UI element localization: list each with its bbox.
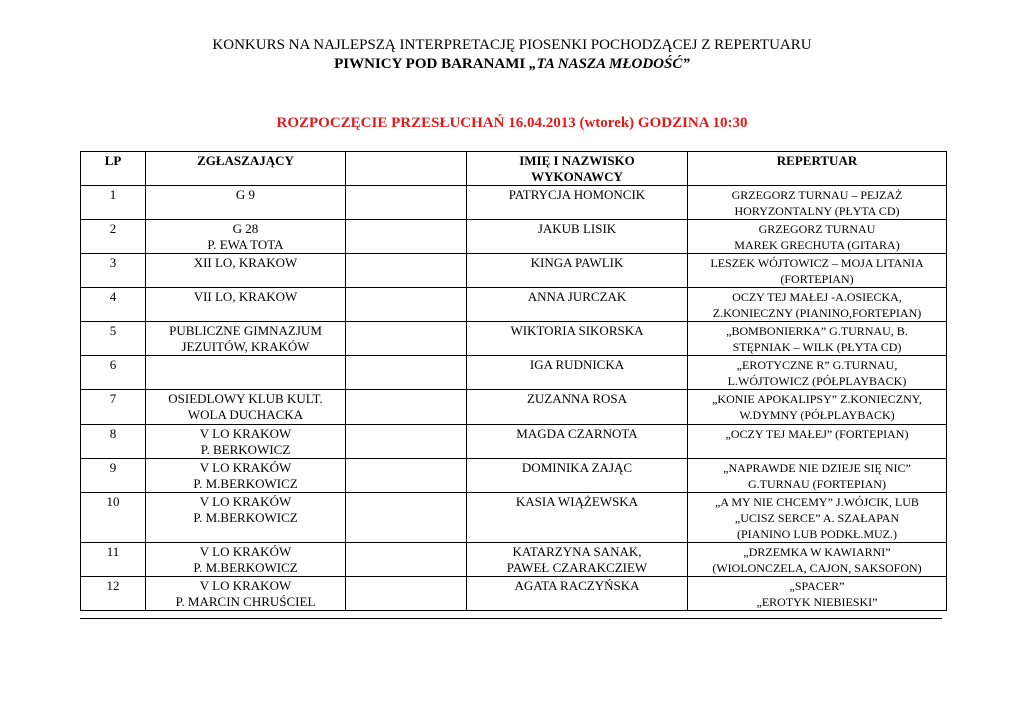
cell-zglaszajacy-line1: V LO KRAKÓW bbox=[199, 494, 292, 509]
cell-zglaszajacy bbox=[146, 254, 346, 288]
cell-zglaszajacy-line1: VII LO, KRAKOW bbox=[193, 289, 298, 304]
cell-empty bbox=[346, 322, 467, 356]
cell-zglaszajacy-line1: G 28 bbox=[232, 221, 259, 236]
cell-empty bbox=[346, 254, 467, 288]
cell-wykonawca bbox=[467, 254, 688, 288]
cell-repertuar-line2: STĘPNIAK – WILK (PŁYTA CD) bbox=[732, 340, 902, 354]
cell-lp-line1: 12 bbox=[106, 578, 120, 593]
cell-wykonawca-line1: DOMINIKA ZAJĄC bbox=[521, 460, 633, 475]
cell-repertuar bbox=[688, 356, 947, 390]
cell-zglaszajacy bbox=[146, 493, 346, 543]
col-header-repertuar: REPERTUAR bbox=[688, 152, 947, 186]
col-header-zglaszajacy: ZGŁASZAJĄCY bbox=[146, 152, 346, 186]
table-row bbox=[81, 493, 947, 543]
table-row bbox=[81, 543, 947, 577]
cell-zglaszajacy bbox=[146, 577, 346, 611]
cell-zglaszajacy-line2: WOLA DUCHACKA bbox=[187, 407, 304, 422]
cell-zglaszajacy-line1: V LO KRAKÓW bbox=[199, 460, 292, 475]
cell-repertuar-line2: W.DYMNY (PÓŁPLAYBACK) bbox=[739, 408, 895, 422]
cell-lp bbox=[81, 543, 146, 577]
cell-repertuar bbox=[688, 254, 947, 288]
cell-zglaszajacy-line2: P. M.BERKOWICZ bbox=[193, 510, 298, 525]
cell-zglaszajacy-line1: OSIEDLOWY KLUB KULT. bbox=[168, 391, 323, 406]
cell-zglaszajacy-line1: V LO KRAKÓW bbox=[199, 544, 292, 559]
cell-zglaszajacy bbox=[146, 322, 346, 356]
contest-title: KONKURS NA NAJLEPSZĄ INTERPRETACJĘ PIOSENKI POCHODZĄCEJ Z REPERTUARU bbox=[212, 37, 812, 53]
cell-repertuar bbox=[688, 425, 947, 459]
cell-zglaszajacy-line2: P. MARCIN CHRUŚCIEL bbox=[175, 594, 316, 609]
table-row bbox=[81, 577, 947, 611]
cell-wykonawca bbox=[467, 220, 688, 254]
col-header-empty bbox=[346, 152, 467, 186]
cell-repertuar bbox=[688, 186, 947, 220]
cell-wykonawca bbox=[467, 493, 688, 543]
cell-lp bbox=[81, 288, 146, 322]
cell-lp-line1: 3 bbox=[109, 255, 117, 270]
table-header-row bbox=[81, 152, 947, 186]
cell-zglaszajacy-line1: G 9 bbox=[235, 187, 256, 202]
cell-wykonawca-line1: MAGDA CZARNOTA bbox=[516, 426, 638, 441]
table-row bbox=[81, 220, 947, 254]
cell-wykonawca-line1: ANNA JURCZAK bbox=[527, 289, 627, 304]
cell-repertuar-line1: „SPACER” bbox=[789, 579, 845, 593]
cell-lp bbox=[81, 577, 146, 611]
cell-zglaszajacy-line2: JEZUITÓW, KRAKÓW bbox=[181, 339, 310, 354]
cell-lp-line1: 10 bbox=[106, 494, 120, 509]
cell-zglaszajacy-line1: V LO KRAKOW bbox=[199, 578, 292, 593]
cell-zglaszajacy-line2: P. M.BERKOWICZ bbox=[193, 560, 298, 575]
col-header-wykonawca-line1: IMIĘ I NAZWISKO bbox=[519, 153, 635, 168]
subtitle-italic: „TA NASZA MŁODOŚĆ” bbox=[528, 56, 690, 72]
cell-zglaszajacy bbox=[146, 186, 346, 220]
cell-repertuar-line1: „OCZY TEJ MAŁEJ” (FORTEPIAN) bbox=[725, 427, 909, 441]
cell-zglaszajacy bbox=[146, 356, 346, 390]
cell-wykonawca-line1: KATARZYNA SANAK, bbox=[512, 544, 642, 559]
cell-zglaszajacy bbox=[146, 390, 346, 425]
table-row bbox=[81, 459, 947, 493]
cell-empty bbox=[346, 288, 467, 322]
participants-table bbox=[80, 151, 947, 611]
cell-zglaszajacy-line2: P. BERKOWICZ bbox=[200, 442, 291, 457]
cell-lp-line1: 6 bbox=[109, 357, 117, 372]
cell-empty bbox=[346, 186, 467, 220]
cell-wykonawca bbox=[467, 356, 688, 390]
subtitle-plain: PIWNICY POD BARANAMI bbox=[334, 56, 529, 72]
cell-wykonawca bbox=[467, 459, 688, 493]
cell-lp-line1: 9 bbox=[109, 460, 117, 475]
cell-lp-line1: 1 bbox=[109, 187, 117, 202]
cell-zglaszajacy bbox=[146, 288, 346, 322]
cell-lp bbox=[81, 186, 146, 220]
cell-repertuar-line2: „EROTYK NIEBIESKI” bbox=[756, 595, 878, 609]
cell-wykonawca-line2: PAWEŁ CZARAKCZIEW bbox=[506, 560, 648, 575]
cell-repertuar-line2: HORYZONTALNY (PŁYTA CD) bbox=[734, 204, 900, 218]
cell-repertuar-line1: GRZEGORZ TURNAU bbox=[758, 222, 876, 236]
cell-repertuar-line1: GRZEGORZ TURNAU – PEJZAŻ bbox=[731, 188, 903, 202]
cell-wykonawca-line1: WIKTORIA SIKORSKA bbox=[510, 323, 644, 338]
cell-zglaszajacy bbox=[146, 220, 346, 254]
cell-repertuar-line3: (PIANINO LUB PODKŁ.MUZ.) bbox=[737, 527, 897, 541]
cell-empty bbox=[346, 543, 467, 577]
cell-repertuar-line1: „KONIE APOKALIPSY” Z.KONIECZNY, bbox=[712, 392, 922, 406]
cell-repertuar-line1: „BOMBONIERKA” G.TURNAU, B. bbox=[726, 324, 908, 338]
audition-announcement: ROZPOCZĘCIE PRZESŁUCHAŃ 16.04.2013 (wtorek) GODZINA 10:30 bbox=[276, 115, 748, 131]
table-row bbox=[81, 288, 947, 322]
cell-zglaszajacy bbox=[146, 425, 346, 459]
table-row bbox=[81, 186, 947, 220]
cell-wykonawca bbox=[467, 543, 688, 577]
cell-lp bbox=[81, 220, 146, 254]
cell-zglaszajacy-line1: PUBLICZNE GIMNAZJUM bbox=[169, 323, 322, 338]
cell-wykonawca-line1: KINGA PAWLIK bbox=[530, 255, 624, 270]
cell-empty bbox=[346, 390, 467, 425]
cell-repertuar-line1: „DRZEMKA W KAWIARNI” bbox=[743, 545, 891, 559]
cell-wykonawca bbox=[467, 186, 688, 220]
cell-lp bbox=[81, 459, 146, 493]
cell-wykonawca bbox=[467, 577, 688, 611]
cell-repertuar-line2: G.TURNAU (FORTEPIAN) bbox=[748, 477, 886, 491]
cell-repertuar bbox=[688, 288, 947, 322]
cell-zglaszajacy-line1: V LO KRAKOW bbox=[199, 426, 292, 441]
cell-repertuar-line2: MAREK GRECHUTA (GITARA) bbox=[734, 238, 900, 252]
cell-lp bbox=[81, 356, 146, 390]
cell-lp bbox=[81, 493, 146, 543]
cell-empty bbox=[346, 356, 467, 390]
cell-repertuar bbox=[688, 390, 947, 425]
cell-wykonawca bbox=[467, 322, 688, 356]
cell-lp bbox=[81, 425, 146, 459]
table-body bbox=[81, 186, 947, 611]
table-row bbox=[81, 254, 947, 288]
cell-repertuar-line1: „NAPRAWDE NIE DZIEJE SIĘ NIC” bbox=[723, 461, 911, 475]
col-header-lp: LP bbox=[81, 152, 146, 186]
cell-wykonawca bbox=[467, 425, 688, 459]
table-row bbox=[81, 356, 947, 390]
cell-repertuar-line2: „UCISZ SERCE” A. SZAŁAPAN bbox=[734, 511, 900, 525]
table-row bbox=[81, 322, 947, 356]
table-row bbox=[81, 390, 947, 425]
cell-wykonawca bbox=[467, 288, 688, 322]
cell-zglaszajacy bbox=[146, 459, 346, 493]
cell-zglaszajacy-line1: XII LO, KRAKOW bbox=[193, 255, 298, 270]
cell-repertuar bbox=[688, 577, 947, 611]
cell-wykonawca-line1: AGATA RACZYŃSKA bbox=[514, 578, 640, 593]
cell-lp bbox=[81, 322, 146, 356]
cell-wykonawca-line1: KASIA WIĄŻEWSKA bbox=[515, 494, 639, 509]
cell-repertuar-line1: LESZEK WÓJTOWICZ – MOJA LITANIA bbox=[710, 256, 924, 270]
cell-repertuar bbox=[688, 459, 947, 493]
cell-wykonawca-line1: IGA RUDNICKA bbox=[529, 357, 625, 372]
cell-zglaszajacy-line2: P. M.BERKOWICZ bbox=[193, 476, 298, 491]
cell-repertuar-line2: L.WÓJTOWICZ (PÓŁPLAYBACK) bbox=[727, 374, 907, 388]
cell-repertuar-line2: (WIOLONCZELA, CAJON, SAKSOFON) bbox=[712, 561, 922, 575]
cell-lp-line1: 11 bbox=[106, 544, 120, 559]
cell-zglaszajacy bbox=[146, 543, 346, 577]
cell-wykonawca-line1: JAKUB LISIK bbox=[537, 221, 617, 236]
cell-lp-line1: 5 bbox=[109, 323, 117, 338]
cell-repertuar-line2: Z.KONIECZNY (PIANINO,FORTEPIAN) bbox=[712, 306, 922, 320]
cell-repertuar-line2: (FORTEPIAN) bbox=[780, 272, 854, 286]
cell-repertuar-line1: „EROTYCZNE R” G.TURNAU, bbox=[736, 358, 898, 372]
cell-lp-line1: 8 bbox=[109, 426, 117, 441]
contest-subtitle bbox=[80, 55, 944, 74]
cell-lp bbox=[81, 254, 146, 288]
cell-wykonawca-line1: ZUZANNA ROSA bbox=[526, 391, 628, 406]
col-header-wykonawca-line2: WYKONAWCY bbox=[531, 169, 623, 184]
cell-repertuar-line1: „A MY NIE CHCEMY” J.WÓJCIK, LUB bbox=[715, 495, 919, 509]
table-row bbox=[81, 425, 947, 459]
col-header-wykonawca bbox=[467, 152, 688, 186]
cell-repertuar bbox=[688, 220, 947, 254]
cell-lp-line1: 7 bbox=[109, 391, 117, 406]
cell-repertuar-line1: OCZY TEJ MAŁEJ -A.OSIECKA, bbox=[732, 290, 902, 304]
bottom-rule bbox=[80, 618, 942, 619]
cell-wykonawca bbox=[467, 390, 688, 425]
cell-wykonawca-line1: PATRYCJA HOMONCIK bbox=[508, 187, 646, 202]
cell-empty bbox=[346, 459, 467, 493]
cell-zglaszajacy-line2: P. EWA TOTA bbox=[207, 237, 284, 252]
cell-lp bbox=[81, 390, 146, 425]
cell-lp-line1: 4 bbox=[109, 289, 117, 304]
cell-lp-line1: 2 bbox=[109, 221, 117, 236]
cell-repertuar bbox=[688, 543, 947, 577]
cell-repertuar bbox=[688, 322, 947, 356]
cell-empty bbox=[346, 220, 467, 254]
cell-empty bbox=[346, 493, 467, 543]
cell-empty bbox=[346, 425, 467, 459]
cell-repertuar bbox=[688, 493, 947, 543]
cell-empty bbox=[346, 577, 467, 611]
